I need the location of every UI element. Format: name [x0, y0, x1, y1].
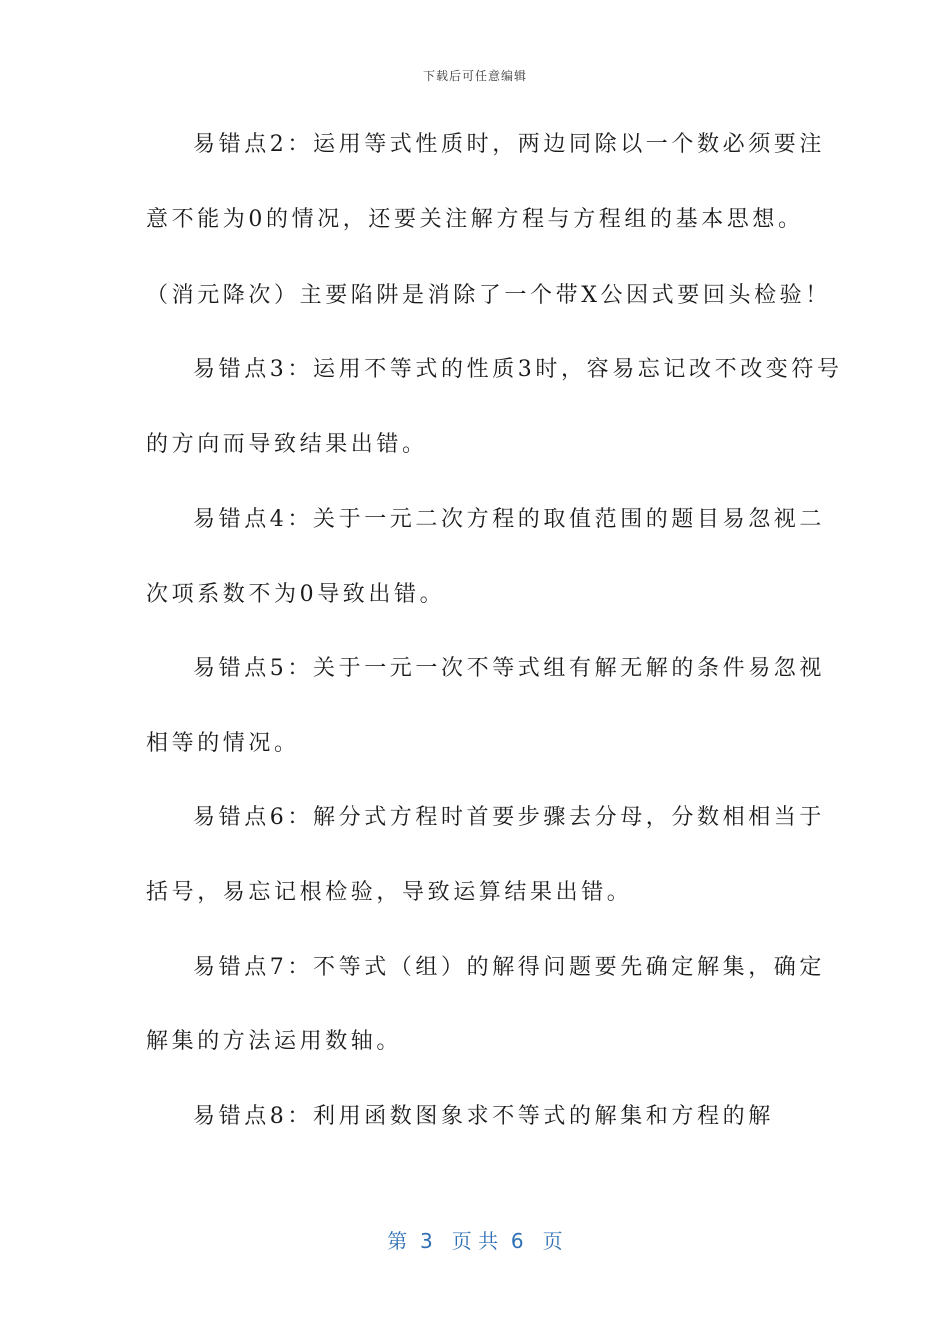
text-line: 易错点2：运用等式性质时，两边同除以一个数必须要注 — [193, 132, 825, 157]
text-line: 的方向而导致结果出错。 — [146, 432, 428, 457]
text-line: 次项系数不为0导致出错。 — [146, 582, 446, 607]
text-line: 易错点8：利用函数图象求不等式的解集和方程的解 — [193, 1104, 774, 1129]
text-line: 易错点4：关于一元二次方程的取值范围的题目易忽视二 — [193, 507, 825, 532]
text-line: （消元降次）主要陷阱是消除了一个带X公因式要回头检验！ — [146, 283, 831, 308]
text-line: 易错点3：运用不等式的性质3时，容易忘记改不改变符号 — [193, 357, 843, 382]
text-line: 括号，易忘记根检验，导致运算结果出错。 — [146, 880, 633, 905]
page-header: 下载后可任意编辑 — [422, 69, 527, 83]
page-number-footer: 第 3 页 共 6 页 — [387, 1229, 563, 1253]
text-line: 易错点6：解分式方程时首要步骤去分母，分数相相当于 — [193, 805, 825, 830]
text-line: 易错点7：不等式（组）的解得问题要先确定解集，确定 — [193, 955, 825, 980]
text-line: 相等的情况。 — [146, 731, 300, 756]
text-line: 意不能为0的情况，还要关注解方程与方程组的基本思想。 — [146, 207, 804, 232]
text-line: 易错点5：关于一元一次不等式组有解无解的条件易忽视 — [193, 656, 825, 681]
text-line: 解集的方法运用数轴。 — [146, 1029, 403, 1054]
